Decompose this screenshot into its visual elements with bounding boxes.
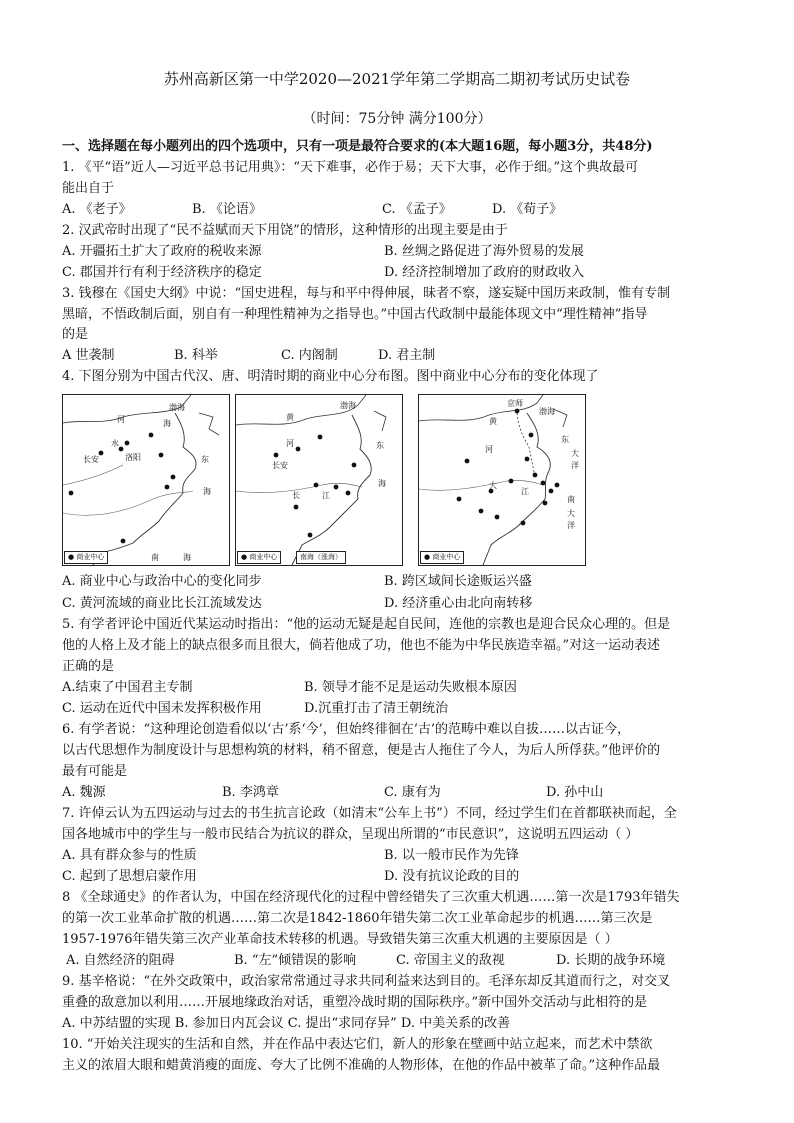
q6-option-b: B. 李鸿章	[222, 785, 279, 800]
q5-stem-cont2: 正确的是	[62, 659, 115, 674]
map-han-legend: ● 商业中心	[64, 551, 108, 564]
map-mingqing-da2: 大	[567, 509, 575, 518]
map-han-drawing	[63, 395, 229, 565]
q2-option-a: A. 开疆拓土扩大了政府的税收来源	[62, 244, 262, 259]
q4-option-a: A. 商业中心与政治中心的变化同步	[62, 574, 262, 589]
q1-option-d: D. 《荀子》	[492, 202, 563, 217]
q3-option-d: D. 君主制	[378, 348, 436, 363]
section-heading: 一、选择题在每小题列出的四个选项中，只有一项是最符合要求的(本大题16题，每小题3分，共48分)	[62, 139, 653, 154]
q8-stem-cont: 的第一次工业革命扩散的机遇……第二次是1842-1860年错失第二次工业革命起步的机遇……第三次是	[62, 911, 653, 926]
q4-option-c: C. 黄河流域的商业比长江流域发达	[62, 596, 262, 611]
q1-option-c: C. 《孟子》	[382, 202, 452, 217]
q6-stem-cont: 以古代思想作为制度设计与思想构筑的材料，稍不留意，便是古人拖住了今人，为后人所俘获。”他评价的	[62, 743, 661, 758]
map-mingqing-nan: 南	[567, 495, 575, 504]
q3-option-b: B. 科举	[174, 348, 218, 363]
q10-stem: 10. “开始关注现实的生活和自然，并在作品中表达它们，新人的形象在壁画中站立起来，而艺术中禁欲	[62, 1037, 653, 1052]
map-han-hai-south: 海	[183, 553, 191, 562]
map-mingqing-he: 河	[485, 445, 493, 454]
q5-option-c: C. 运动在近代中国未发挥积极作用	[62, 701, 262, 716]
q9-stem: 9. 基辛格说：“在外交政策中，政治家常常通过寻求共同利益来达到目的。毛泽东却反其道而行之，对交叉	[62, 974, 671, 989]
map-tang-changan: 长安	[272, 461, 288, 470]
q4-option-b: B. 跨区域间长途贩运兴盛	[384, 574, 532, 589]
map-mingqing-legend: ● 商业中心	[420, 551, 464, 564]
q1-stem-cont: 能出自于	[62, 181, 115, 196]
map-mingqing-yang: 洋	[571, 461, 579, 470]
q4-stem: 4. 下图分别为中国古代汉、唐、明清时期的商业中心分布图。图中商业中心分布的变化体现了	[62, 369, 599, 384]
map-tang-he: 河	[286, 439, 294, 448]
map-tang-jiang: 江	[322, 491, 330, 500]
map-han-hai: 海	[203, 487, 211, 496]
q7-option-b: B. 以一般市民作为先锋	[384, 848, 519, 863]
map-tang	[235, 394, 403, 566]
q7-option-a: A. 具有群众参与的性质	[62, 848, 197, 863]
q6-option-d: D. 孙中山	[546, 785, 604, 800]
map-han-changan: 长安	[83, 455, 99, 464]
map-tang-hai: 海	[378, 479, 386, 488]
map-han-hai-north: 海	[163, 419, 171, 428]
page-title: 苏州高新区第一中学2020—2021学年第二学期高二期初考试历史试卷	[163, 70, 631, 88]
q7-stem-cont: 国各地城市中的学生与一般市民结合为抗议的群众，呈现出所谓的“市民意识”，这说明五四运动（ ）	[62, 827, 639, 842]
q6-stem: 6. 有学者说：“这种理论创造看似以‘古’系‘今’，但始终徘徊在‘古’的范畴中难以自拔……以古证今，	[62, 722, 630, 737]
map-tang-chang: 长	[292, 491, 300, 500]
q1-option-a: A. 《老子》	[62, 202, 132, 217]
map-mingqing-huang: 黄	[489, 417, 497, 426]
q6-option-a: A. 魏源	[62, 785, 106, 800]
q3-stem-cont2: 的是	[62, 327, 89, 342]
map-han	[62, 394, 230, 566]
q8-option-a: A. 自然经济的阻碍	[66, 953, 175, 968]
q8-option-c: C. 帝国主义的敌视	[396, 953, 505, 968]
map-han-bohai: 渤海	[169, 403, 185, 412]
q3-option-c: C. 内阁制	[281, 348, 338, 363]
map-mingqing-bohai: 渤海	[539, 407, 555, 416]
q2-option-c: C. 郡国并行有利于经济秩序的稳定	[62, 265, 262, 280]
q5-option-d: D.沉重打击了清王朝统治	[304, 701, 449, 716]
q4-option-d: D. 经济重心由北向南转移	[384, 596, 533, 611]
map-tang-legend-sea: 南海（涨海）	[296, 551, 346, 564]
map-han-shui: 水	[111, 439, 119, 448]
q9-stem-cont: 重叠的敌意加以利用……开展地缘政治对话，重塑冷战时期的国际秩序。”新中国外交活动与此相符的是	[62, 995, 648, 1010]
q10-stem-cont: 主义的浓眉大眼和蜡黄消瘦的面庞、夸大了比例不准确的人物形体，在他的作品中被革了命。”这种作品最	[62, 1058, 661, 1073]
q3-option-a: A 世袭制	[62, 348, 115, 363]
q2-option-b: B. 丝绸之路促进了海外贸易的发展	[384, 244, 584, 259]
q7-option-d: D. 没有抗议论政的目的	[384, 869, 520, 884]
map-han-dong: 东	[201, 455, 209, 464]
map-mingqing-da-river: 大	[489, 481, 497, 490]
map-mingqing-dong: 东	[561, 435, 569, 444]
q6-option-c: C. 康有为	[384, 785, 441, 800]
map-tang-huang: 黄	[286, 413, 294, 422]
map-tang-legend: ● 商业中心	[237, 551, 281, 564]
q6-stem-cont2: 最有可能是	[62, 764, 128, 779]
q7-stem: 7. 许倬云认为五四运动与过去的书生抗言论政（如清末“公车上书”）不同，经过学生们在首都联袂而起，全	[62, 806, 677, 821]
map-mingqing-jingshi: 京师	[507, 399, 523, 408]
map-mingqing	[418, 394, 586, 566]
map-han-luoyang: 洛阳	[125, 453, 141, 462]
map-mingqing-da: 大	[571, 449, 579, 458]
q2-stem: 2. 汉武帝时出现了“民不益赋而天下用饶”的情形，这种情形的出现主要是由于	[62, 223, 508, 238]
q1-option-b: B. 《论语》	[192, 202, 262, 217]
map-mingqing-drawing	[419, 395, 585, 565]
q2-option-d: D. 经济控制增加了政府的财政收入	[384, 265, 585, 280]
map-tang-bohai: 渤海	[340, 401, 356, 410]
q7-option-c: C. 起到了思想启蒙作用	[62, 869, 197, 884]
q1-stem: 1. 《平“语”近人—习近平总书记用典》：“天下难事，必作于易；天下大事，必作于细。”这个典故最可	[62, 160, 639, 175]
q5-stem: 5. 有学者评论中国近代某运动时指出：“他的运动无疑是起自民间，连他的宗教也是迎合民众心理的。但是	[62, 617, 671, 632]
q8-stem-cont2: 1957-1976年错失第三次产业革命技术转移的机遇。导致错失第三次重大机遇的主要原因是（ ）	[62, 932, 618, 947]
q3-stem: 3. 钱穆在《国史大纲》中说：“国史进程，每与和平中得伸展，昧者不察，遂妄疑中国历来政制，惟有专制	[62, 286, 671, 301]
q3-stem-cont: 黑暗，不悟政制后面，别自有一种理性精神为之指导也。”中国古代政制中最能体现文中“理性精神”指导	[62, 307, 648, 322]
map-tang-dong: 东	[376, 441, 384, 450]
q5-option-b: B. 领导才能不足是运动失败根本原因	[304, 680, 517, 695]
map-han-river: 河	[117, 415, 125, 424]
q5-option-a: A.结束了中国君主专制	[62, 680, 193, 695]
q8-stem: 8 《全球通史》的作者认为，中国在经济现代化的过程中曾经错失了三次重大机遇……第一次是1793年错失	[62, 890, 680, 905]
map-mingqing-yang2: 洋	[567, 521, 575, 530]
map-mingqing-jiang: 江	[521, 487, 529, 496]
map-han-nan: 南	[151, 553, 159, 562]
q9-options: A. 中苏结盟的实现 B. 参加日内瓦会议 C. 提出“求同存异” D. 中美关系的改善	[62, 1016, 511, 1031]
q8-option-b: B. “左”倾错误的影响	[234, 953, 357, 968]
q8-option-d: D. 长期的战争环境	[556, 953, 666, 968]
q5-stem-cont: 他的人格上及才能上的缺点很多而且很大，倘若他成了功，他也不能为中华民族造幸福。”对这一运动表述	[62, 638, 661, 653]
page-subtitle: （时间：75分钟 满分100分）	[302, 111, 492, 127]
